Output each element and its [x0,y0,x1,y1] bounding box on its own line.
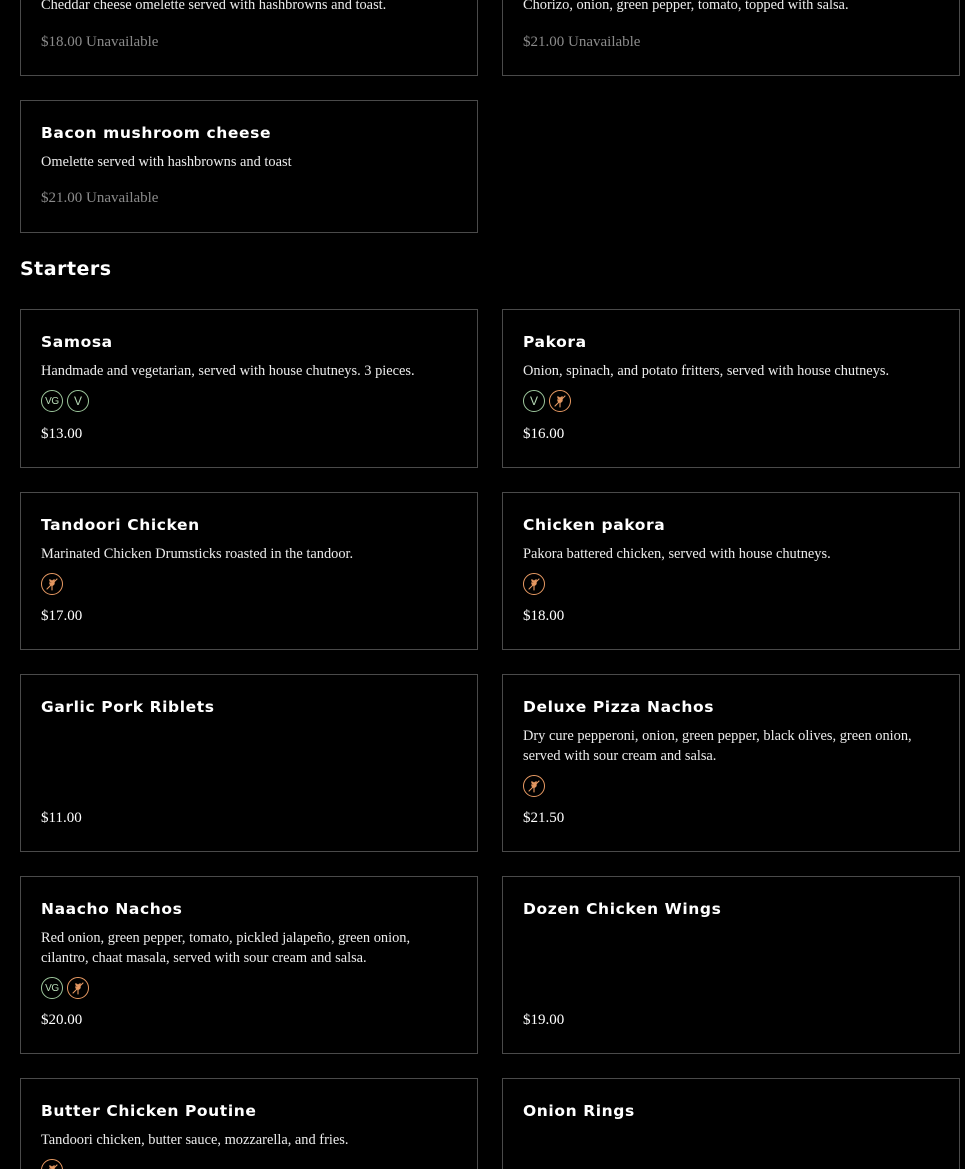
menu-item-card[interactable] [502,1078,960,1169]
item-price: $18.00 [523,608,565,624]
vegetarian-icon: V [67,390,89,412]
vegan-icon: VG [41,390,63,412]
dietary-badges [41,573,63,595]
item-description: Pakora battered chicken, served with house chutneys. [523,546,831,562]
section-heading-starters: Starters [20,258,112,280]
vegan-icon: VG [41,977,63,999]
item-price: $20.00 [41,1012,83,1028]
dietary-badges [523,573,545,595]
item-price: $11.00 [41,810,82,826]
item-description: Cheddar cheese omelette served with hashbrowns and toast. [41,0,387,13]
item-price: $21.50 [523,810,565,826]
item-price [41,190,158,207]
item-price [41,34,158,51]
item-title: Garlic Pork Riblets [41,698,215,716]
menu-item-card[interactable] [502,309,960,468]
item-title: Bacon mushroom cheese [41,124,272,142]
availability-status: Unavailable [86,34,159,50]
vegetarian-icon: V [523,390,545,412]
dietary-badges [41,977,89,999]
availability-status: Unavailable [568,34,641,50]
item-description: Onion, spinach, and potato fritters, served with house chutneys. [523,363,890,379]
item-description: Omelette served with hashbrowns and toast [41,154,292,170]
item-title: Tandoori Chicken [41,516,200,534]
item-description: Red onion, green pepper, tomato, pickled jalapeño, green onion, cilantro, chaat masala, served with sour cream and salsa. [41,930,411,966]
dietary-badges [41,390,89,412]
item-price: $16.00 [523,426,565,442]
item-title: Chicken pakora [523,516,666,534]
menu-item-card[interactable] [502,492,960,650]
gluten-free-icon [67,977,89,999]
item-description: Handmade and vegetarian, served with house chutneys. 3 pieces. [41,363,415,379]
menu-item-card[interactable] [20,0,478,76]
menu-item-card[interactable] [20,100,478,233]
item-title: Naacho Nachos [41,900,183,918]
item-title: Dozen Chicken Wings [523,900,722,918]
menu-item-card[interactable] [502,674,960,852]
menu-item-card[interactable] [20,876,478,1054]
dietary-badges [523,775,545,797]
item-description: Chorizo, onion, green pepper, tomato, topped with salsa. [523,0,849,13]
menu-item-card[interactable] [20,674,478,852]
gluten-free-icon [549,390,571,412]
item-price: $19.00 [523,1012,565,1028]
item-title: Samosa [41,333,113,351]
gluten-free-icon [41,1159,63,1169]
menu-item-card[interactable] [20,492,478,650]
item-description: Dry cure pepperoni, onion, green pepper, black olives, green onion, served with sour cream and salsa. [523,728,912,764]
gluten-free-icon [523,775,545,797]
gluten-free-icon [523,573,545,595]
item-title: Onion Rings [523,1102,635,1120]
price-value: $21.00 [41,190,83,206]
item-title: Deluxe Pizza Nachos [523,698,715,716]
price-value: $21.00 [523,34,565,50]
item-price: $17.00 [41,608,83,624]
availability-status: Unavailable [86,190,159,206]
menu-item-card[interactable] [502,0,960,76]
item-price [523,34,640,51]
item-price: $13.00 [41,426,83,442]
menu-item-card[interactable] [20,1078,478,1169]
item-title: Butter Chicken Poutine [41,1102,257,1120]
menu-item-card[interactable] [502,876,960,1054]
menu-item-card[interactable] [20,309,478,468]
gluten-free-icon [41,573,63,595]
dietary-badges [523,390,571,412]
item-description: Marinated Chicken Drumsticks roasted in the tandoor. [41,546,354,562]
item-description: Tandoori chicken, butter sauce, mozzarella, and fries. [41,1132,349,1148]
item-title: Pakora [523,333,587,351]
price-value: $18.00 [41,34,83,50]
dietary-badges [41,1159,63,1169]
